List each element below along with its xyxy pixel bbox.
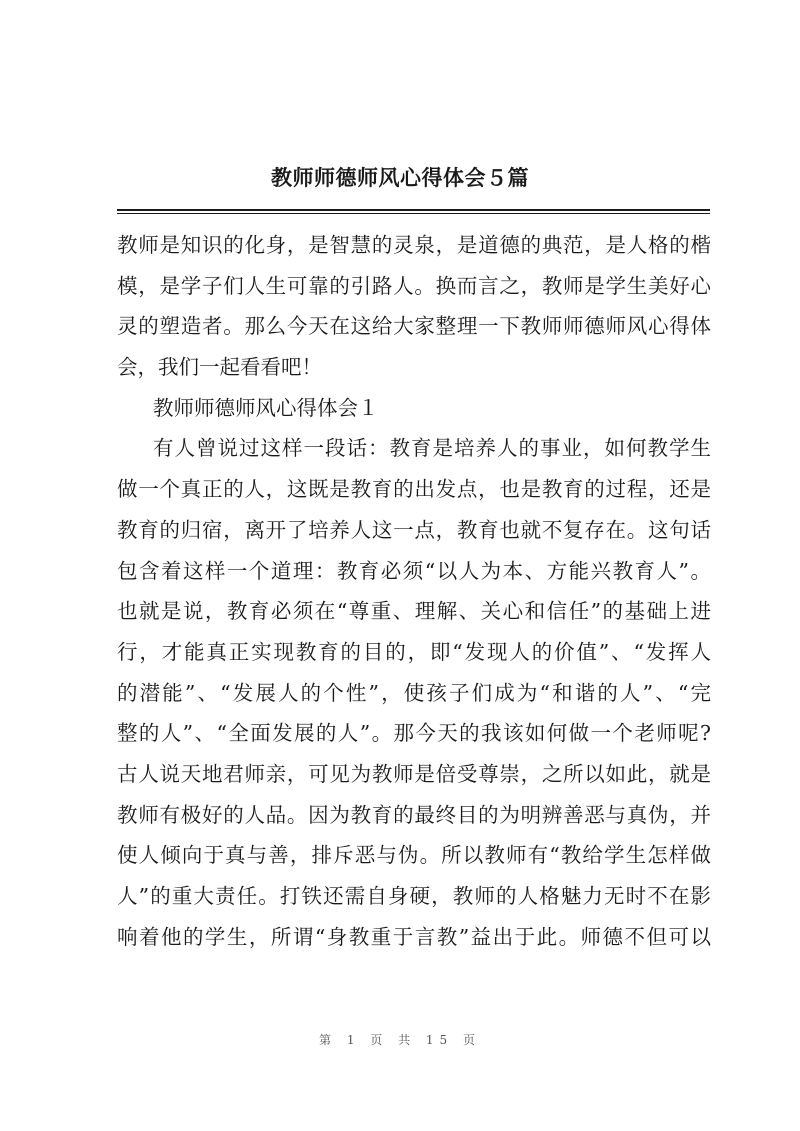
document-body bbox=[117, 225, 711, 957]
document-title: 教师师德师风心得体会５篇 bbox=[271, 165, 529, 190]
section-line: 做一个真正的人，这既是教育的出发点，也是教育的过程，还是 bbox=[117, 477, 711, 502]
section-line: 也就是说，教育必须在“尊重、理解、关心和信任”的基础上进 bbox=[117, 599, 711, 624]
title-rule-thick bbox=[117, 209, 710, 211]
section-line: 有人曾说过这样一段话：教育是培养人的事业，如何教学生 bbox=[153, 436, 711, 461]
section-line: 人”的重大责任。打铁还需自身硬，教师的人格魅力无时不在影 bbox=[117, 884, 711, 908]
intro-line: 会，我们一起看看吧！ bbox=[117, 355, 322, 380]
intro-line: 模，是学子们人生可靠的引路人。换而言之，教师是学生美好心 bbox=[117, 273, 711, 298]
section-line: 古人说天地君师亲，可见为教师是倍受尊崇，之所以如此，就是 bbox=[117, 761, 711, 786]
section-line: 响着他的学生，所谓“身教重于言教”益出于此。师德不但可以 bbox=[117, 924, 711, 949]
section-line: 教育的归宿，离开了培养人这一点，教育也就不复存在。这句话 bbox=[117, 517, 711, 542]
section-line: 使人倾向于真与善，排斥恶与伪。所以教师有“教给学生怎样做 bbox=[117, 843, 711, 868]
intro-line: 教师是知识的化身，是智慧的灵泉，是道德的典范，是人格的楷 bbox=[117, 233, 711, 257]
section-line: 包含着这样一个道理：教育必须“以人为本、方能兴教育人”。 bbox=[117, 558, 711, 583]
section-line: 整的人”、“全面发展的人”。那今天的我该如何做一个老师呢? bbox=[117, 721, 711, 746]
section-line: 行，才能真正实现教育的目的，即“发现人的价值”、“发挥人 bbox=[117, 639, 711, 664]
section-heading: 教师师德师风心得体会１ bbox=[153, 395, 379, 420]
page-footer: 第 1 页 共 15 页 bbox=[319, 1033, 481, 1047]
section-line: 的潜能”、“发展人的个性”，使孩子们成为“和谐的人”、“完 bbox=[117, 680, 711, 705]
section-line: 教师有极好的人品。因为教育的最终目的为明辨善恶与真伪，并 bbox=[117, 802, 711, 827]
title-rule-thin bbox=[117, 213, 710, 214]
intro-line: 灵的塑造者。那么今天在这给大家整理一下教师师德师风心得体 bbox=[117, 314, 711, 339]
